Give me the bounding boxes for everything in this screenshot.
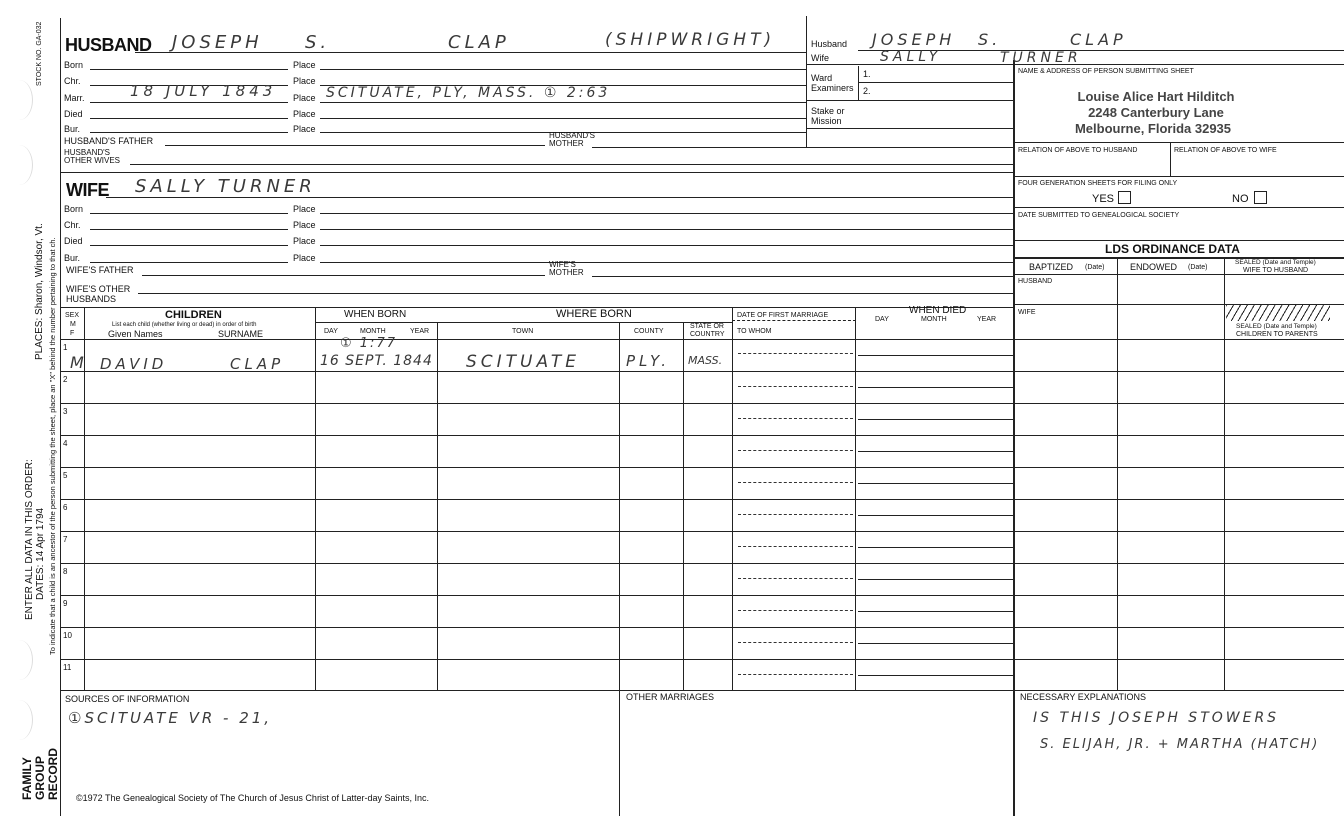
wife-bur-label: Bur. (64, 253, 81, 263)
marriage-dash (738, 450, 853, 451)
divider-right-panel (1013, 60, 1015, 816)
wife-mother-label-1: WIFE'S (549, 260, 576, 269)
line (90, 229, 288, 230)
line (1013, 274, 1344, 275)
col-state-1: STATE OR (690, 323, 724, 330)
line (90, 245, 288, 246)
line (138, 293, 1013, 294)
line (1013, 240, 1344, 241)
child1-sex: M (70, 353, 85, 372)
relation-husband-label: RELATION OF ABOVE TO HUSBAND (1018, 147, 1138, 154)
line (320, 102, 806, 103)
line (1013, 207, 1344, 208)
line (858, 419, 1013, 420)
line (315, 322, 733, 323)
line (858, 675, 1013, 676)
row-number: 11 (63, 663, 72, 672)
col-children: CHILDREN (165, 309, 222, 321)
submitter-name: Louise Alice Hart Hilditch (1077, 89, 1235, 104)
line (60, 467, 1344, 468)
line (165, 145, 545, 146)
tr-wife-given: SALLY (880, 49, 942, 65)
line (437, 322, 438, 690)
row-number: 7 (63, 535, 68, 544)
line (60, 531, 1344, 532)
lds-wife: WIFE (1018, 309, 1036, 316)
col-when-died: WHEN DIED (909, 305, 967, 316)
yes-label: YES (1092, 193, 1115, 205)
sources-value: ①SCITUATE VR - 21, (68, 709, 273, 727)
line (60, 339, 1013, 340)
row-number: 9 (63, 599, 68, 608)
four-gen-label: FOUR GENERATION SHEETS FOR FILING ONLY (1018, 180, 1178, 187)
tr-husband-label: Husband (811, 39, 848, 49)
marriage-date: 18 JULY 1843 (130, 82, 277, 100)
explanation-line-1: IS THIS JOSEPH STOWERS (1033, 710, 1280, 726)
line (90, 262, 288, 263)
line (858, 547, 1013, 548)
marriage-dash (738, 674, 853, 675)
marriage-dash (738, 418, 853, 419)
line (1013, 176, 1344, 177)
wife-mother-label-2: MOTHER (549, 268, 584, 277)
row-number: 5 (63, 471, 68, 480)
line (90, 69, 288, 70)
col-county: COUNTY (634, 328, 664, 335)
child1-state: MASS. (688, 354, 723, 367)
col-sex: SEX (65, 312, 80, 319)
husband-marr-place-label: Place (293, 93, 316, 103)
line (806, 128, 1013, 129)
line (1013, 142, 1344, 143)
line (90, 132, 288, 133)
husband-surname: CLAP (448, 32, 510, 53)
line (592, 147, 1013, 148)
submitter-street: 2248 Canterbury Lane (1088, 105, 1224, 120)
line (320, 213, 1013, 214)
binding-hole (6, 700, 33, 740)
examiners-label: Examiners (811, 83, 854, 93)
examiner-1: 1. (863, 69, 871, 79)
line (1224, 257, 1225, 690)
tr-wife-surname: TURNER (1000, 50, 1082, 66)
ward-divider (858, 66, 859, 100)
marriage-dash (738, 514, 853, 515)
line (320, 118, 806, 119)
child-ancestor-instruction: To indicate that a child is an ancestor of the person submitting the sheet, place an "X" behind the number pertaining to that ch. (48, 237, 57, 655)
line (90, 102, 288, 103)
col-died-day: DAY (875, 316, 889, 323)
no-checkbox[interactable] (1254, 191, 1267, 204)
husband-died-label: Died (64, 109, 83, 119)
husband-other-wives-1: HUSBAND'S (64, 148, 110, 157)
ward-label: Ward (811, 73, 833, 83)
line (130, 164, 1013, 165)
husband-given-name: JOSEPH (172, 32, 263, 53)
line (858, 387, 1013, 388)
line (60, 627, 1344, 628)
col-to-whom: TO WHOM (737, 328, 772, 335)
binding-hole (6, 145, 33, 185)
line (60, 435, 1344, 436)
husband-other-wives-2: OTHER WIVES (64, 156, 121, 165)
lds-husband: HUSBAND (1018, 278, 1053, 285)
marriage-dash (738, 578, 853, 579)
line (858, 579, 1013, 580)
line (1117, 257, 1118, 690)
hatched-cell (1226, 305, 1330, 321)
dates-note: DATES: 14 Apr 1794 (35, 507, 46, 600)
form-left-border (60, 18, 61, 816)
col-died-month: MONTH (921, 316, 947, 323)
wife-bur-place-label: Place (293, 253, 316, 263)
marriage-dash (738, 386, 853, 387)
husband-born-place-label: Place (293, 60, 316, 70)
husband-occupation: (SHIPWRIGHT) (605, 30, 776, 50)
lds-baptized: BAPTIZED (1029, 262, 1074, 272)
marriage-dash (738, 546, 853, 547)
row-number: 6 (63, 503, 68, 512)
wife-name-line (106, 197, 1013, 198)
line (60, 307, 1013, 308)
wife-chr-place-label: Place (293, 220, 316, 230)
row-number: 3 (63, 407, 68, 416)
line (142, 275, 545, 276)
places-note: PLACES: Sharon, Windsor, Vt. (34, 223, 45, 360)
husband-mother-label-1: HUSBAND'S (549, 131, 595, 140)
lds-sealed-w2h-1: SEALED (Date and Temple) (1235, 259, 1316, 266)
line (858, 451, 1013, 452)
husband-label: HUSBAND (65, 35, 152, 55)
col-died-year: YEAR (977, 316, 997, 323)
data-order-note: ENTER ALL DATA IN THIS ORDER: (24, 459, 35, 620)
wife-other-husbands-1: WIFE'S OTHER (66, 284, 131, 294)
wife-born-label: Born (64, 204, 84, 214)
wife-other-husbands-2: HUSBANDS (66, 294, 117, 304)
line (806, 100, 1013, 101)
relation-wife-label: RELATION OF ABOVE TO WIFE (1174, 147, 1277, 154)
marriage-dash (738, 482, 853, 483)
row-number: 10 (63, 631, 72, 640)
lds-title: LDS ORDINANCE DATA (1105, 242, 1240, 256)
tr-wife-label: Wife (811, 53, 829, 63)
husband-chr-place-label: Place (293, 76, 316, 86)
wife-father-label: WIFE'S FATHER (66, 265, 134, 275)
other-marriages-label: OTHER MARRIAGES (626, 692, 715, 702)
line (90, 118, 288, 119)
line (320, 262, 1013, 263)
line (60, 499, 1344, 500)
husband-born-label: Born (64, 60, 84, 70)
binding-hole (6, 640, 33, 680)
line (60, 595, 1344, 596)
row-number: 1 (63, 343, 68, 352)
wife-died-place-label: Place (293, 236, 316, 246)
lds-sealed-c2p-1: SEALED (Date and Temple) (1236, 323, 1317, 330)
stake-label-1: Stake or (811, 106, 845, 116)
line (60, 563, 1344, 564)
tr-husband-surname: CLAP (1070, 30, 1127, 49)
col-year: YEAR (410, 328, 430, 335)
marriage-dash (738, 642, 853, 643)
form-title-record: RECORD (46, 747, 60, 800)
line (320, 69, 806, 70)
col-given-names: Given Names (108, 329, 163, 339)
marriage-dash (738, 610, 853, 611)
child1-born: 16 SEPT. 1844 (320, 353, 433, 369)
lds-sealed-c2p-2: CHILDREN TO PARENTS (1236, 331, 1318, 338)
child1-town: SCITUATE (466, 352, 581, 372)
date-submitted-label: DATE SUBMITTED TO GENEALOGICAL SOCIETY (1018, 212, 1180, 219)
lds-sealed-w2h-2: WIFE TO HUSBAND (1243, 267, 1309, 274)
submitter-header: NAME & ADDRESS OF PERSON SUBMITTING SHEET (1018, 68, 1194, 75)
line (90, 213, 288, 214)
child1-note: ① 1:77 (340, 336, 397, 351)
col-children-note: List each child (whether living or dead) in order of birth (112, 322, 257, 328)
child1-surname: CLAP (230, 355, 285, 373)
wife-chr-label: Chr. (64, 220, 81, 230)
line (1013, 339, 1344, 340)
copyright: ©1972 The Genealogical Society of The Church of Jesus Christ of Latter-day Saints, Inc. (76, 793, 429, 803)
col-sex-m: M (70, 321, 76, 328)
sources-label: SOURCES OF INFORMATION (65, 694, 190, 704)
child1-given: DAVID (100, 355, 168, 373)
yes-checkbox[interactable] (1118, 191, 1131, 204)
line (683, 322, 684, 690)
row-number: 4 (63, 439, 68, 448)
line (858, 82, 1013, 83)
wife-born-place-label: Place (293, 204, 316, 214)
husband-died-place-label: Place (293, 109, 316, 119)
line (60, 172, 1013, 173)
submitter-city: Melbourne, Florida 32935 (1074, 121, 1232, 136)
lds-endowed-date: (Date) (1188, 264, 1208, 271)
husband-bur-label: Bur. (64, 124, 81, 134)
col-town: TOWN (512, 328, 534, 335)
col-where-born: WHERE BORN (556, 308, 632, 320)
wife-name: SALLY TURNER (135, 176, 316, 197)
no-label: NO (1232, 193, 1249, 205)
line (619, 690, 620, 816)
line (320, 245, 1013, 246)
explanation-line-2: S. ELIJAH, JR. + MARTHA (HATCH) (1040, 737, 1320, 752)
form-title-group: GROUP (33, 755, 47, 800)
tr-husband-given: JOSEPH (872, 30, 956, 49)
line (858, 515, 1013, 516)
wife-label: WIFE (66, 180, 109, 200)
child1-county: PLY. (626, 352, 670, 370)
line (732, 320, 856, 321)
col-when-born: WHEN BORN (344, 309, 407, 320)
marriage-place: SCITUATE, PLY, MASS. ① 2:63 (326, 85, 611, 101)
line (858, 643, 1013, 644)
husband-chr-label: Chr. (64, 76, 81, 86)
line (858, 611, 1013, 612)
explanations-label: NECESSARY EXPLANATIONS (1020, 692, 1147, 702)
stake-label-2: Mission (811, 116, 842, 126)
stock-number: STOCK NO. GA-032 (36, 21, 43, 86)
form-title-family: FAMILY (20, 757, 34, 800)
wife-died-label: Died (64, 236, 83, 246)
husband-bur-place-label: Place (293, 124, 316, 134)
tr-husband-initial: S. (978, 30, 1002, 49)
lds-baptized-date: (Date) (1085, 264, 1105, 271)
examiner-2: 2. (863, 86, 871, 96)
husband-initial: S. (305, 32, 331, 53)
husband-mother-label-2: MOTHER (549, 139, 584, 148)
line (320, 229, 1013, 230)
col-month: MONTH (360, 328, 386, 335)
line (858, 483, 1013, 484)
row-number: 2 (63, 375, 68, 384)
line (858, 355, 1013, 356)
col-sex-f: F (70, 330, 75, 337)
line (619, 322, 620, 690)
col-first-marriage: DATE OF FIRST MARRIAGE (737, 312, 829, 319)
line (1170, 142, 1171, 176)
col-surname: SURNAME (218, 329, 264, 339)
row-number: 8 (63, 567, 68, 576)
lds-endowed: ENDOWED (1130, 262, 1177, 272)
husband-father-label: HUSBAND'S FATHER (64, 136, 154, 146)
line (60, 690, 1344, 691)
line (60, 659, 1344, 660)
line (60, 403, 1344, 404)
binding-hole (6, 80, 33, 120)
col-state-2: COUNTRY (690, 331, 725, 338)
husband-marr-label: Marr. (64, 93, 85, 103)
line (592, 276, 1013, 277)
marriage-dash (738, 353, 853, 354)
col-day: DAY (324, 328, 338, 335)
